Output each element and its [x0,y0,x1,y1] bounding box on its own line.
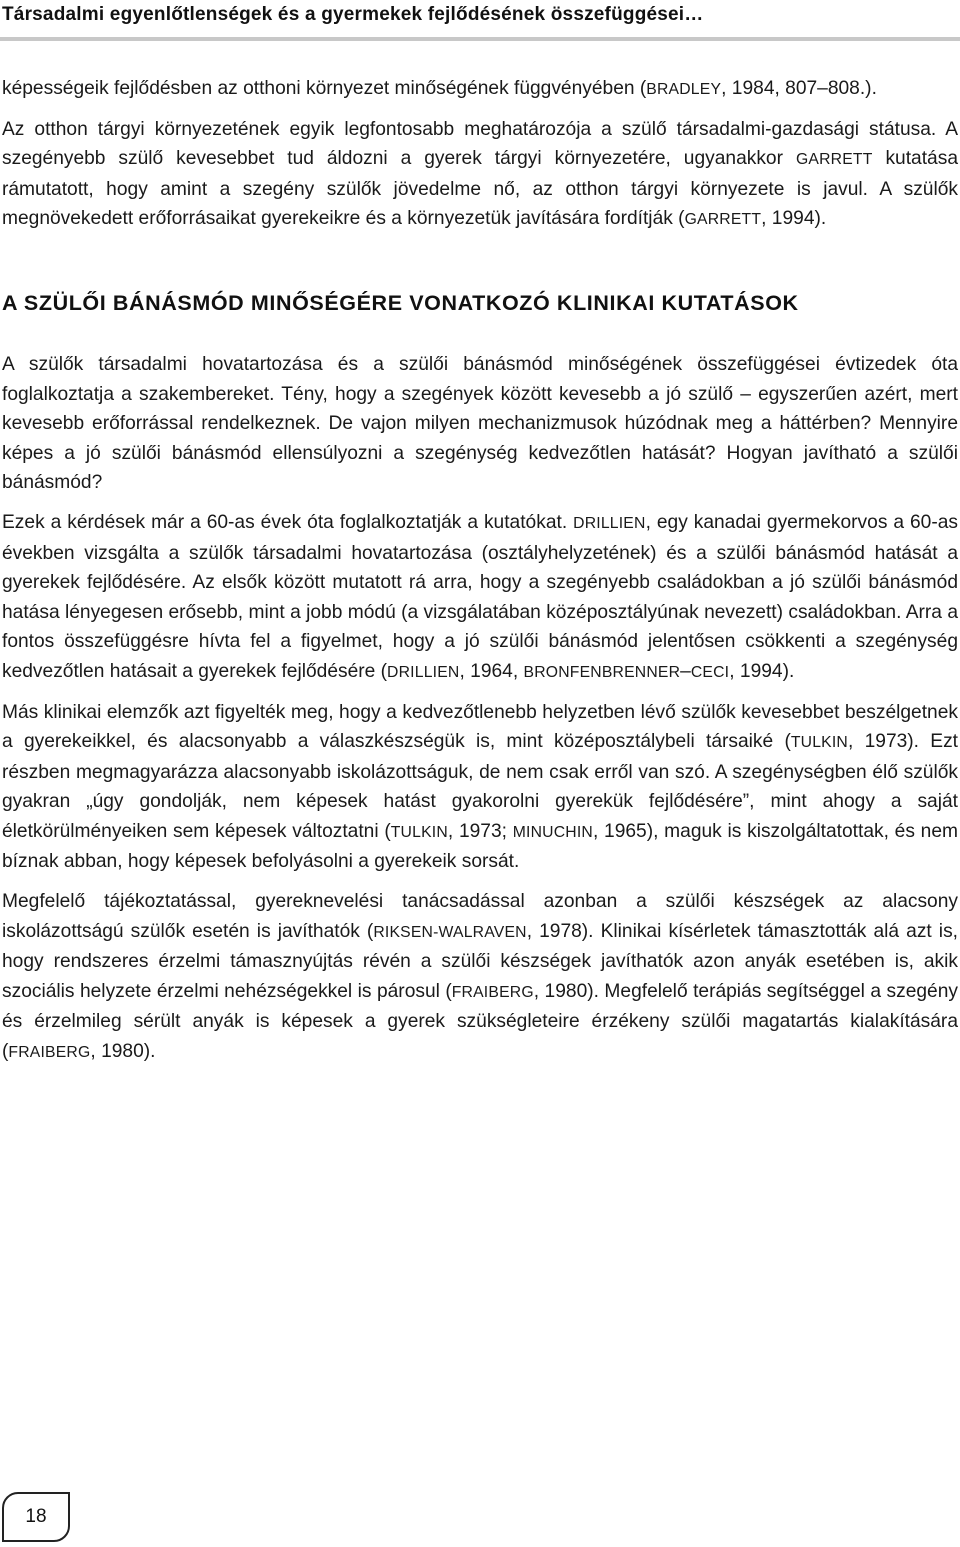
running-head-title: Társadalmi egyenlőtlenségek és a gyermekek fejlődésének összefüggései… [2,4,704,25]
paragraph: képességeik fejlődésben az otthoni környezet minőségének függvényében (BRADLEY, 1984, 807–808.). [2,78,877,99]
cited-author: MINUCHIN [512,823,593,841]
cited-author: DRILLIEN [573,514,646,532]
paragraph: Ezek a kérdések már a 60-as évek óta foglalkoztatják a kutatókat. DRILLIEN, egy kanadai gyermekorvos a 60-as években vizsgálta a szülők társadalmi hovatartozása (osztályhelyzetének) és a szülői bánásmód hatását a gyerekek fejlődésére. Az elsők között mutatott rá arra, hogy a szegényebb családokban a jó szülői bánásmód hatása lényegesen erősebb, mint a jobb módú (a vizsgálatában középosztályúnak nevezett) családokban. Arra a fontos összefüggésre hívta fel a figyelmet, hogy a jó szülői bánásmód jelentősen csökkenti a szegénység kedvezőtlen hatásait a gyerekek fejlődésére (DRILLIEN, 1964, BRONFENBRENNER–CECI, 1994). [2,511,959,682]
cited-author: BRONFENBRENNER [523,663,681,681]
header-rule [0,37,960,41]
paragraphs-section [2,350,958,1068]
cited-author: FRAIBERG [8,1044,91,1062]
cited-author: TULKIN [390,823,448,841]
cited-author: GARRETT [795,151,873,169]
cited-author: RIKSEN-WALRAVEN [373,923,527,941]
paragraphs-top [2,74,958,235]
page-content [2,74,958,1068]
section-heading: A SZÜLŐI BÁNÁSMÓD MINŐSÉGÉRE VONATKOZÓ KLINIKAI KUTATÁSOK [2,290,799,315]
cited-author: DRILLIEN [387,663,460,681]
cited-author: BRADLEY [646,81,722,98]
page-number: 18 [25,1506,47,1527]
paragraph: Az otthon tárgyi környezetének egyik legfontosabb meghatározója a szülő társadalmi-gazdasági státusa. A szegényebb szülő kevesebbet tud áldozni a gyerek tárgyi környezetére, ugyanakkor GARRETT kutatása rámutatott, hogy amint a szegény szülők jövedelme nő, az otthon tárgyi környezete is javul. A szülők megnövekedett erőforrásaikat gyerekeikre és a környezetük javítására fordítják (GARRETT, 1994). [2,118,958,230]
paragraph: Más klinikai elemzők azt figyelték meg, hogy a kedvezőtlenebb helyzetben lévő szülők kevesebbet beszélgetnek a gyerekeikkel, és alacsonyabb a válaszkészségük is, mint középosztálybeli társaiké (TULKIN, 1973). Ezt részben megmagyarázza alacsonyabb iskolázottságuk, de nem csak erről van szó. A szegénységben élő szülők gyakran „úgy gondolják, nem képesek hatást gyakorolni gyerekük fejlődésére”, mint ahogy a saját életkörülményeiken sem képesek változtatni (TULKIN, 1973; MINUCHIN, 1965), maguk is kiszolgáltatottak, és nem bíznak abban, hogy képesek befolyásolni a gyerekeik sorsát. [2,701,958,873]
cited-author: CECI [690,663,730,681]
cited-author: GARRETT [684,211,762,229]
cited-author: FRAIBERG [451,983,534,1001]
paragraph: Megfelelő tájékoztatással, gyereknevelési tanácsadással azonban a szülői készségek az alacsony iskolázottságú szülők esetén is javíthatók (RIKSEN-WALRAVEN, 1978). Klinikai kísérletek támasztották alá azt is, hogy rendszeres érzelmi támasznyújtás révén a szülői készségek javíthatók azon anyák esetében is, akik szociális helyzete érzelmi nehézségekkel is párosul (FRAIBERG, 1980). Megfelelő terápiás segítséggel a szegény és érzelmileg sérült anyák is képesek a gyerek szükségleteire érzékeny szülői magatartás kialakítására (FRAIBERG, 1980). [2,891,958,1063]
cited-author: TULKIN [790,734,848,752]
paragraph: A szülők társadalmi hovatartozása és a szülői bánásmód minőségének összefüggései évtizedek óta foglalkoztatja a szakembereket. Tény, hogy a szegények között kevesebb a jó szülő – egyszerűen azért, mert kevesebb erőforrással rendelkeznek. De vajon milyen mechanizmusok húzódnak meg a háttérben? Mennyire képes a jó szülői bánásmód ellensúlyozni a szegénység kedvezőtlen hatását? Hogyan javítható a szülői bánásmód? [2,353,958,494]
page-number-badge [2,1492,70,1542]
